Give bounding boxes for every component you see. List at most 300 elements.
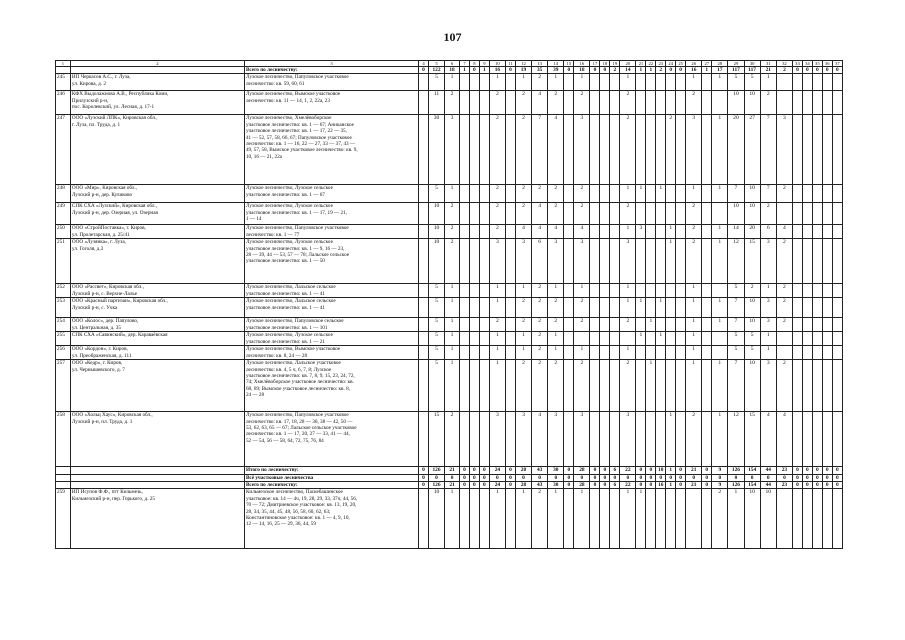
organization-line: Лузский р-н, с. Верхне-Лалье [71,290,138,297]
table-row [56,185,843,203]
value-cell [712,284,728,298]
value-cell: 1 [686,298,702,318]
value-cell: 5 [728,346,744,360]
value-cell: 21 [445,482,460,489]
value-cell [479,185,489,203]
page-number: 107 [443,30,462,44]
description-line: Лузское лесничество, Вымское участковое [245,91,341,98]
value-cell: 0 [712,474,728,481]
value-cell [832,225,842,239]
value-cell: 126 [428,482,444,489]
value-cell [419,239,429,284]
value-cell [479,74,489,91]
column-number: 19 [610,61,620,67]
value-cell [656,239,666,284]
value-cell: 1 [686,360,702,412]
value-cell [812,298,822,318]
forestry-description-cell [244,239,418,284]
row-index: 257 [56,360,71,412]
value-cell [419,346,429,360]
value-cell [702,412,712,467]
value-cell: 126 [428,467,444,474]
value-cell: 1 [666,467,676,474]
column-number: 35 [812,61,822,67]
value-cell [636,346,646,360]
value-cell: 3 [515,239,531,284]
value-cell [564,115,574,185]
description-line: 1 — 14 [245,216,262,223]
value-cell [646,298,656,318]
value-cell: 2 [532,489,548,549]
description-line: 28 — 39, 44 — 53, 57 — 78; Лальское сельское [245,252,350,259]
value-cell [610,318,620,332]
value-cell [636,412,646,467]
value-cell [802,91,812,115]
value-cell: 2 [515,91,531,115]
value-cell: 0 [564,482,574,489]
value-cell: 0 [564,474,574,481]
value-cell: 1 [656,298,666,318]
value-cell: 2 [548,185,564,203]
value-cell [505,225,515,239]
value-cell [505,360,515,412]
value-cell: 0 [590,67,600,74]
value-cell [802,412,812,467]
description-line: участковое лесничество: кв. 1 — 17, 19 — 21, [245,209,347,216]
value-cell [802,225,812,239]
value-cell: 7 [760,115,776,185]
organization-line: ООО «Рассвет», Кировская обл., [71,284,144,291]
organization-line: ООО «Лузский ЛПК», Кировская обл., [71,115,158,122]
column-number: 4 [419,61,429,67]
value-cell [636,360,646,412]
forestry-description-cell [244,298,418,318]
value-cell: 4 [776,412,792,467]
description-line: участковое лесничество: кв. 1 — 67; Аниканское [245,121,354,128]
value-cell: 1 [574,489,590,549]
value-cell [676,489,686,549]
value-cell: 1 [728,489,744,549]
value-cell: 22 [620,467,636,474]
value-cell: 5 [428,346,444,360]
value-cell: 0 [832,67,842,74]
row-index: 258 [56,412,71,467]
value-cell: 0 [505,67,515,74]
value-cell: 5 [428,284,444,298]
value-cell: 0 [469,67,479,74]
value-cell [666,74,676,91]
value-cell: 5 [428,332,444,346]
value-cell: 0 [686,474,702,481]
value-cell [590,185,600,203]
value-cell [832,185,842,203]
value-cell: 1 [620,298,636,318]
value-cell: 2 [489,115,505,185]
empty-cell [56,67,71,74]
value-cell [610,284,620,298]
value-cell: 0 [505,467,515,474]
value-cell: 1 [620,74,636,91]
description-line: 53, 62, 63, 65 — 67; Лальское сельское участковое [245,425,357,432]
value-cell: 3 [489,412,505,467]
value-cell [646,239,656,284]
value-cell [646,225,656,239]
value-cell [776,74,792,91]
value-cell [812,360,822,412]
value-cell: 1 [515,489,531,549]
value-cell: 2 [686,239,702,284]
value-cell: 7 [728,298,744,318]
value-cell: 0 [469,482,479,489]
value-cell [479,318,489,332]
register-sheet [55,60,843,549]
value-cell [479,332,489,346]
value-cell [610,185,620,203]
value-cell [822,489,832,549]
value-cell [564,203,574,225]
value-cell: 1 [574,284,590,298]
value-cell: 1 [445,332,460,346]
value-cell: 12 [728,239,744,284]
value-cell: 1 [548,489,564,549]
organization-cell [70,332,244,346]
value-cell [793,489,803,549]
value-cell [600,203,610,225]
value-cell [822,91,832,115]
value-cell: 1 [445,346,460,360]
value-cell: 2 [776,298,792,318]
value-cell [702,115,712,185]
value-cell: 0 [744,474,760,481]
value-cell [702,298,712,318]
value-cell [419,489,429,549]
value-cell [590,203,600,225]
value-cell [505,185,515,203]
table-row [56,203,843,225]
value-cell [822,318,832,332]
value-cell: 0 [469,474,479,481]
value-cell: 117 [728,67,744,74]
value-cell: 11 [428,91,444,115]
value-cell [666,332,676,346]
column-number: 26 [686,61,702,67]
value-cell: 10 [744,203,760,225]
value-cell: 2 [489,203,505,225]
value-cell [479,412,489,467]
value-cell: 2 [776,318,792,332]
value-cell [822,74,832,91]
value-cell: 0 [776,474,792,481]
value-cell [812,74,822,91]
value-cell: 2 [548,318,564,332]
value-cell [610,74,620,91]
organization-line: ул. Преображенская, д. 111 [71,352,132,359]
organization-cell [70,360,244,412]
value-cell: 2 [515,298,531,318]
value-cell [656,346,666,360]
forestry-description-cell [244,412,418,467]
description-line: Лузское лесничество, Лузское сельское [245,203,333,210]
organization-line: г. Луза, пл. Труда, д. 1 [71,121,121,128]
value-cell [469,239,479,284]
value-cell [656,412,666,467]
value-cell [620,332,636,346]
value-cell [676,284,686,298]
table-row [56,489,843,549]
value-cell: 2 [445,225,460,239]
description-line: Лузское лесничество, Вымское участковое [245,346,341,353]
value-cell: 0 [620,474,636,481]
value-cell [419,284,429,298]
value-cell [776,332,792,346]
value-cell: 0 [702,467,712,474]
value-cell: 0 [460,474,470,481]
row-index: 245 [56,74,71,91]
organization-line: Лузский р-н, с. Учка [71,304,118,311]
value-cell: 0 [728,474,744,481]
value-cell [832,318,842,332]
value-cell [505,239,515,284]
value-cell [479,115,489,185]
value-cell: 0 [812,67,822,74]
column-number: 24 [666,61,676,67]
value-cell [702,346,712,360]
value-cell: 2 [548,203,564,225]
column-number: 36 [822,61,832,67]
value-cell [479,203,489,225]
value-cell: 2 [548,360,564,412]
value-cell [564,298,574,318]
value-cell: 2 [686,203,702,225]
value-cell [832,91,842,115]
value-cell: 5 [728,284,744,298]
value-cell: 3 [548,239,564,284]
value-cell [812,346,822,360]
value-cell [656,203,666,225]
value-cell: 0 [822,467,832,474]
value-cell: 10 [744,91,760,115]
value-cell [822,115,832,185]
value-cell [793,360,803,412]
value-cell [600,284,610,298]
forestry-description-cell [244,284,418,298]
organization-line: ул. Кирова, д. 2 [71,80,106,87]
total-label: Всего по лесничеству: [244,67,418,74]
total-row [56,474,843,481]
value-cell: 1 [460,67,470,74]
value-cell [600,74,610,91]
value-cell [564,346,574,360]
value-cell [469,91,479,115]
value-cell [610,298,620,318]
value-cell [702,203,712,225]
value-cell [469,412,479,467]
value-cell: 0 [600,482,610,489]
value-cell [469,115,479,185]
value-cell: 5 [744,332,760,346]
value-cell [702,74,712,91]
value-cell [793,412,803,467]
value-cell: 0 [590,467,600,474]
value-cell [812,185,822,203]
value-cell: 2 [776,284,792,298]
value-cell [832,203,842,225]
value-cell: 1 [686,284,702,298]
table-row [56,115,843,185]
value-cell [802,203,812,225]
forestry-description-cell [244,332,418,346]
column-number: 27 [702,61,712,67]
value-cell: 1 [636,67,646,74]
description-line: лесничество: кв. 1 — 17, 20, 27 — 33, 41 — 44, [245,431,350,438]
value-cell: 3 [760,298,776,318]
value-cell: 6 [610,467,620,474]
value-cell: 2 [620,91,636,115]
value-cell: 0 [419,67,429,74]
value-cell [479,225,489,239]
value-cell: 0 [505,482,515,489]
value-cell [590,298,600,318]
organization-cell [70,185,244,203]
value-cell: 1 [656,332,666,346]
value-cell: 2 [515,360,531,412]
table-row [56,318,843,332]
value-cell [469,74,479,91]
column-number: 25 [676,61,686,67]
value-cell: 1 [620,346,636,360]
value-cell: 0 [646,482,656,489]
description-line: Лузское лесничество, Лальское участковое [245,360,341,367]
value-cell [419,412,429,467]
organization-line: ул. Гоголя, д.3 [71,245,104,252]
value-cell: 1 [515,332,531,346]
forestry-description-cell [244,225,418,239]
value-cell [479,239,489,284]
value-cell [469,332,479,346]
value-cell: 0 [515,474,531,481]
value-cell [832,115,842,185]
value-cell [564,185,574,203]
value-cell: 2 [776,239,792,284]
value-cell [656,360,666,412]
value-cell: 2 [548,91,564,115]
value-cell: 5 [428,318,444,332]
value-cell [676,360,686,412]
description-line: участковое лесничество: кв. 1 — 9, 16 — 23, [245,245,345,252]
organization-line: ул. Чернышевского, д. 7 [71,366,125,373]
value-cell [600,346,610,360]
value-cell: 3 [760,318,776,332]
value-cell [460,346,470,360]
row-index: 253 [56,298,71,318]
value-cell: 0 [469,467,479,474]
value-cell: 27 [744,115,760,185]
value-cell [702,239,712,284]
value-cell: 21 [686,482,702,489]
table-row [56,360,843,412]
value-cell [636,91,646,115]
value-cell: 1 [620,185,636,203]
value-cell: 24 [489,467,505,474]
value-cell [419,203,429,225]
description-line: Кильмезское лесничество, Паскебашинское [245,489,343,496]
table-row [56,91,843,115]
value-cell: 126 [728,482,744,489]
value-cell: 0 [676,474,686,481]
empty-cell [70,482,244,489]
empty-cell [56,482,71,489]
empty-cell [70,467,244,474]
table-row [56,332,843,346]
value-cell [702,185,712,203]
column-number: 10 [489,61,505,67]
value-cell [460,225,470,239]
value-cell [793,332,803,346]
value-cell: 0 [812,467,822,474]
description-line: 70 — 72; Дмитриевское участковое: кв. 13, 19, 20, [245,502,357,509]
value-cell: 1 [489,298,505,318]
value-cell: 2 [532,185,548,203]
column-number: 7 [460,61,470,67]
value-cell [802,115,812,185]
value-cell: 3 [760,360,776,412]
organization-cell [70,239,244,284]
value-cell [600,360,610,412]
value-cell: 0 [822,482,832,489]
value-cell: 28 [574,482,590,489]
value-cell: 0 [600,467,610,474]
value-cell [564,318,574,332]
value-cell [776,489,792,549]
row-index: 256 [56,346,71,360]
value-cell [702,225,712,239]
value-cell: 15 [428,412,444,467]
value-cell [793,185,803,203]
organization-line: Прилузский р-н, [71,97,109,104]
value-cell: 5 [728,332,744,346]
value-cell: 1 [548,74,564,91]
value-cell: 1 [445,185,460,203]
forestry-description-cell [244,489,418,549]
organization-line: Лузский р-н, пл. Труда, д. 1 [71,418,133,425]
value-cell [610,115,620,185]
value-cell [812,239,822,284]
value-cell [460,203,470,225]
value-cell: 6 [610,482,620,489]
description-line: Константиновское участковое: кв. 1 — 4, 9, 10, [245,515,350,522]
value-cell: 9 [712,467,728,474]
value-cell: 3 [686,115,702,185]
description-line: 74; Хмелёвоборское участковое лесничество: кв. [245,379,354,386]
column-number: 12 [515,61,531,67]
value-cell: 0 [802,474,812,481]
value-cell: 0 [532,474,548,481]
value-cell [479,284,489,298]
value-cell: 0 [822,67,832,74]
total-row [56,67,843,74]
value-cell [600,91,610,115]
value-cell [590,225,600,239]
value-cell: 1 [489,332,505,346]
organization-line: ООО «Хольц Хаус», Кировская обл., [71,412,153,419]
value-cell [712,332,728,346]
value-cell: 2 [776,360,792,412]
value-cell: 4 [548,115,564,185]
value-cell: 2 [532,318,548,332]
column-number: 30 [744,61,760,67]
value-cell: 1 [712,225,728,239]
table-row [56,412,843,467]
